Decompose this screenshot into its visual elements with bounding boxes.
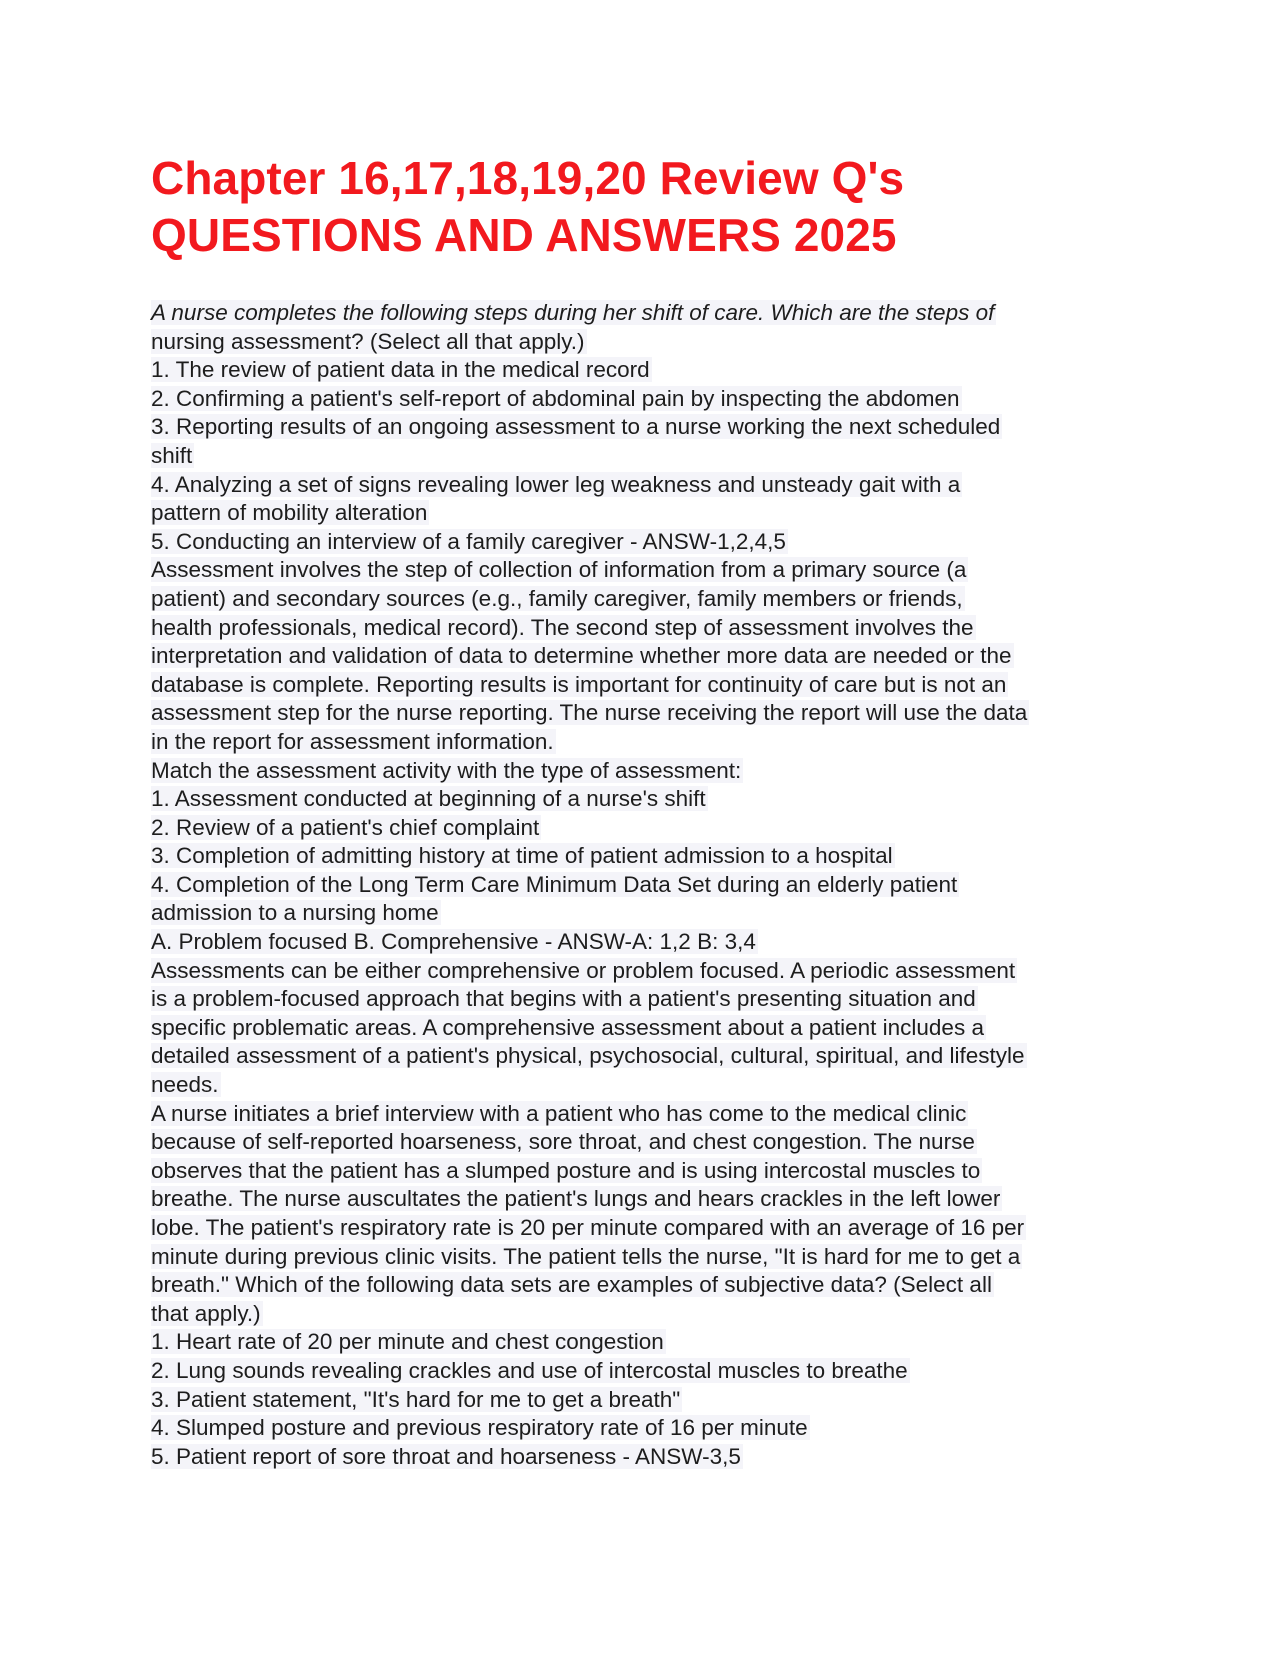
text-line xyxy=(151,556,1141,585)
text-line-content: pattern of mobility alteration xyxy=(151,500,428,526)
text-line-content: detailed assessment of a patient's physical, psychosocial, cultural, spiritual, and lifestyle xyxy=(151,1043,1025,1069)
text-line-content: 5. Conducting an interview of a family caregiver - ANSW-1,2,4,5 xyxy=(151,528,786,554)
text-line xyxy=(151,1014,1141,1043)
text-line-content: 1. Assessment conducted at beginning of a nurse's shift xyxy=(151,786,706,812)
text-line-content: 2. Confirming a patient's self-report of abdominal pain by inspecting the abdomen xyxy=(151,385,960,411)
text-line xyxy=(151,814,1141,843)
text-line xyxy=(151,614,1141,643)
text-line xyxy=(151,985,1141,1014)
text-line-content: 3. Completion of admitting history at time of patient admission to a hospital xyxy=(151,843,893,869)
text-line-content: 5. Patient report of sore throat and hoarseness - ANSW-3,5 xyxy=(151,1443,741,1469)
text-line xyxy=(151,928,1141,957)
text-line xyxy=(151,442,1141,471)
text-line xyxy=(151,1100,1141,1129)
text-line-content: breathe. The nurse auscultates the patient's lungs and hears crackles in the left lower xyxy=(151,1186,1001,1212)
text-line-content: nursing assessment? (Select all that apply.) xyxy=(151,328,585,354)
text-line-content: because of self-reported hoarseness, sore throat, and chest congestion. The nurse xyxy=(151,1129,975,1155)
text-line-content: minute during previous clinic visits. The patient tells the nurse, "It is hard for me to get a xyxy=(151,1243,1021,1269)
text-line xyxy=(151,642,1141,671)
title-line: Chapter 16,17,18,19,20 Review Q's xyxy=(151,152,905,204)
text-line xyxy=(151,528,1141,557)
text-line xyxy=(151,299,1141,328)
text-line-content: shift xyxy=(151,442,193,468)
text-line-content: database is complete. Reporting results is important for continuity of care but is not an xyxy=(151,671,1007,697)
text-line xyxy=(151,1300,1141,1329)
text-line-content: A nurse completes the following steps during her shift of care. Which are the steps of xyxy=(151,300,995,325)
text-line xyxy=(151,785,1141,814)
text-line xyxy=(151,899,1141,928)
text-line xyxy=(151,1243,1141,1272)
text-line-content: observes that the patient has a slumped posture and is using intercostal muscles to xyxy=(151,1157,981,1183)
text-line-content: assessment step for the nurse reporting. The nurse receiving the report will use the data xyxy=(151,700,1028,726)
text-line xyxy=(151,1414,1141,1443)
text-line-content: 1. Heart rate of 20 per minute and chest congestion xyxy=(151,1329,664,1355)
text-line xyxy=(151,1443,1141,1472)
text-line xyxy=(151,871,1141,900)
text-line-content: in the report for assessment information. xyxy=(151,728,554,754)
text-line xyxy=(151,1386,1141,1415)
text-line xyxy=(151,728,1141,757)
text-line xyxy=(151,757,1141,786)
text-line xyxy=(151,499,1141,528)
text-line xyxy=(151,1128,1141,1157)
text-line-content: 4. Analyzing a set of signs revealing lower leg weakness and unsteady gait with a xyxy=(151,471,961,497)
text-line xyxy=(151,585,1141,614)
text-line-content: needs. xyxy=(151,1072,219,1098)
text-line-content: specific problematic areas. A comprehensive assessment about a patient includes a xyxy=(151,1014,984,1040)
text-line-content: A nurse initiates a brief interview with a patient who has come to the medical clinic xyxy=(151,1100,967,1126)
text-line xyxy=(151,471,1141,500)
text-line-content: 2. Lung sounds revealing crackles and use of intercostal muscles to breathe xyxy=(151,1357,908,1383)
text-line-content: Assessment involves the step of collection of information from a primary source (a xyxy=(151,557,967,583)
text-line-content: is a problem-focused approach that begins with a patient's presenting situation and xyxy=(151,986,976,1012)
text-line-content: Match the assessment activity with the type of assessment: xyxy=(151,757,742,783)
text-line xyxy=(151,671,1141,700)
text-line-content: 2. Review of a patient's chief complaint xyxy=(151,814,540,840)
text-line-content: 3. Reporting results of an ongoing assessment to a nurse working the next scheduled xyxy=(151,414,1001,440)
text-line xyxy=(151,413,1141,442)
text-line xyxy=(151,1185,1141,1214)
text-line-content: Assessments can be either comprehensive or problem focused. A periodic assessment xyxy=(151,957,1016,983)
text-line xyxy=(151,1271,1141,1300)
text-line xyxy=(151,842,1141,871)
text-line xyxy=(151,328,1141,357)
text-line xyxy=(151,957,1141,986)
text-line xyxy=(151,1071,1141,1100)
text-line xyxy=(151,1357,1141,1386)
text-line-content: patient) and secondary sources (e.g., family caregiver, family members or friends, xyxy=(151,585,963,611)
title-line: QUESTIONS AND ANSWERS 2025 xyxy=(151,209,897,261)
text-line-content: lobe. The patient's respiratory rate is 20 per minute compared with an average of 16 per xyxy=(151,1215,1025,1240)
document-page xyxy=(151,150,1141,1471)
text-line xyxy=(151,699,1141,728)
text-line-content: 1. The review of patient data in the medical record xyxy=(151,357,650,383)
text-line-content: admission to a nursing home xyxy=(151,900,439,926)
document-body xyxy=(151,299,1141,1471)
text-line xyxy=(151,1157,1141,1186)
text-line-content: 4. Slumped posture and previous respiratory rate of 16 per minute xyxy=(151,1415,808,1441)
page-title xyxy=(151,150,1141,264)
text-line xyxy=(151,1328,1141,1357)
text-line-content: 3. Patient statement, "It's hard for me to get a breath" xyxy=(151,1386,681,1412)
text-line-content: breath." Which of the following data sets are examples of subjective data? (Select all xyxy=(151,1272,992,1298)
text-line-content: A. Problem focused B. Comprehensive - ANSW-A: 1,2 B: 3,4 xyxy=(151,929,756,955)
text-line xyxy=(151,356,1141,385)
text-line-content: health professionals, medical record). The second step of assessment involves the xyxy=(151,614,974,640)
text-line xyxy=(151,1042,1141,1071)
text-line-content: 4. Completion of the Long Term Care Minimum Data Set during an elderly patient xyxy=(151,871,958,897)
text-line-content: interpretation and validation of data to determine whether more data are needed or the xyxy=(151,643,1012,669)
text-line xyxy=(151,385,1141,414)
text-line xyxy=(151,1214,1141,1243)
text-line-content: that apply.) xyxy=(151,1300,261,1326)
